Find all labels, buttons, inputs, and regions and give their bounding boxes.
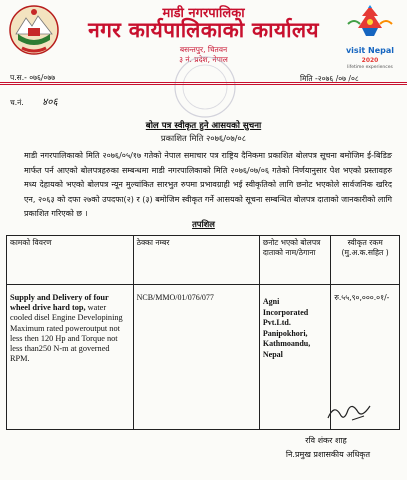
header-divider: [0, 82, 407, 83]
visit-nepal-text: visit Nepal: [345, 46, 395, 55]
table-header-row: [7, 236, 400, 285]
notice-title: बोल पत्र स्वीकृत हुने आसयको सुचना: [145, 121, 262, 131]
patra-sankhya: प.स.- ०७६/०७७: [10, 73, 56, 82]
header-divider-thin: [0, 84, 407, 85]
cell-contract-number: [133, 285, 259, 430]
letter-date: मिति -२०७६ /०७ /०८: [300, 74, 359, 83]
cell-vendor: [259, 285, 330, 430]
header-work-description: कामको विवरण: [7, 236, 134, 285]
description-rest: water cooled disel Engine Developining Maximum rated poweroutput not less then 120 Hp and Torque not less than250 N-m at governed RPM.: [10, 303, 123, 364]
address-line-1: बसन्तपुर, चितवन: [179, 45, 228, 54]
approved-amount: रु.५५,९०,०००.०१/-: [334, 293, 390, 302]
municipality-name: माडी नगरपालिका: [162, 6, 245, 21]
header-contract-number: ठेक्का नम्बर: [133, 236, 259, 285]
vendor-line: Panipokhori,: [262, 328, 308, 338]
visit-nepal-tagline: lifetime experiences: [347, 65, 393, 70]
header-bidder-name: छनोट भएको बोलपत्र दाताको नाम/ठेगाना: [259, 236, 330, 285]
description-bold: Supply and Delivery of four wheel drive hard top,: [10, 293, 109, 313]
chalani-label: च.नं.: [10, 98, 24, 107]
notice-body: माडी नगरपालिकाको मिति २०७६/०५/१७ गतेको नेपाल समाचार पत्र राष्ट्रिय दैनिकमा प्रकाशित बोलपत्र सूचना बमोजिम ई-बिडिङ मार्फत पर्न आएको बोलपत्रहरुका सम्बन्धमा माडी नगरपालिकाको मिति २०७६/०७/०६ गतेको निर्णयानुसार पेश भएको प्रस्तावहरु मध्य देहायको भएको बोलपत्र न्यून मुल्यांकित सारभुत रुपमा प्रभावग्राही भई स्वीकृतिको लागि छनोट भएकोले सार्वजनिक खरिद एन, २०६३ को दफा २७को उपदफा(२) र (३) बमोजिम स्वीकृत गर्ने आसयको सूचना सम्बन्धित बोलपत्र दाताको जानकारीको लागि प्रकाशित गरिएको छ ।: [24, 151, 392, 219]
visit-nepal-year: 2020: [361, 57, 379, 64]
visit-nepal-figure-icon: [338, 4, 402, 42]
signatory-name: रवि शंकर शाह: [305, 436, 347, 445]
handwritten-signature-icon: [324, 398, 374, 426]
address-line-2: ३ नं. प्रदेश, नेपाल: [179, 55, 228, 64]
vendor-line: Nepal: [262, 349, 283, 359]
vendor-line: Kathmoandu,: [262, 339, 311, 348]
cell-description: [7, 285, 134, 430]
vendor-line: Pvt.Ltd.: [262, 318, 291, 327]
visit-nepal-logo: [338, 4, 402, 70]
chalani-number-row: [10, 94, 58, 108]
office-title: नगर कार्यपालिकाको कार्यालय: [88, 18, 319, 42]
schedule-heading: तपशिल: [192, 219, 215, 229]
published-date: प्रकाशित मिति २०७६/०७/०८: [160, 133, 247, 143]
office-stamp-icon: [170, 52, 240, 122]
vendor-line: Agni: [262, 297, 280, 306]
chalani-number: ४०६: [42, 97, 58, 108]
signatory-role: नि.प्रमुख प्रशासकीय अधिकृत: [285, 450, 371, 459]
contract-number: NCB/MMO/01/076/077: [136, 293, 214, 302]
header-approved-amount: स्वीकृत रकम (मु.अ.क.सहित ): [331, 236, 400, 285]
vendor-line: Incorporated: [262, 307, 309, 317]
